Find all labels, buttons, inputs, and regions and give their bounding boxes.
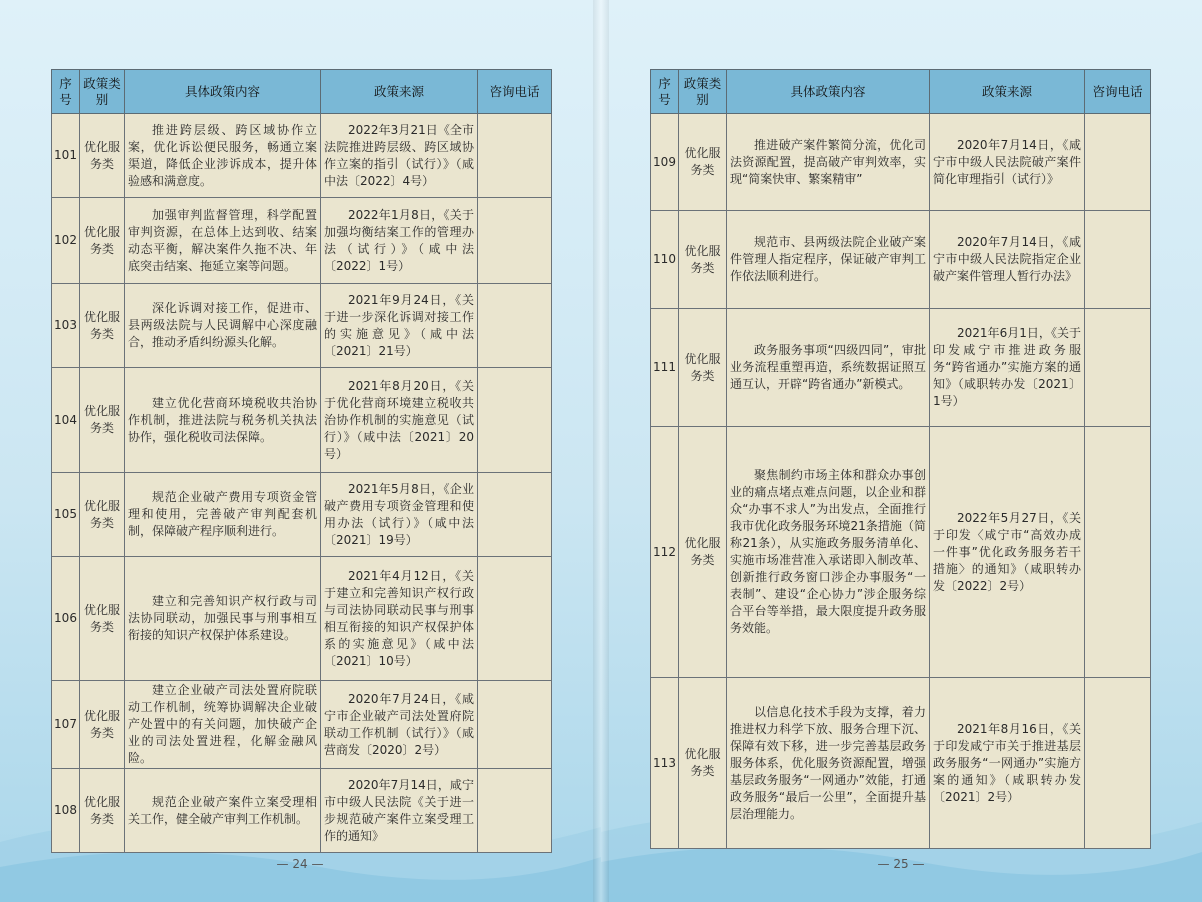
row-phone	[478, 557, 552, 681]
row-content: 加强审判监督管理，科学配置审判资源，在总体上达到收、结案动态平衡，解决案件久拖不决、年底突击结案、拖延立案等问题。	[125, 198, 321, 284]
row-category: 优化服务类	[80, 198, 125, 284]
row-number: 112	[651, 427, 679, 678]
row-number: 113	[651, 678, 679, 849]
row-category: 优化服务类	[80, 681, 125, 769]
table-row	[52, 681, 552, 769]
row-source: 2020年7月24日，《咸宁市企业破产司法处置府院联动工作机制（试行）》（咸营商发〔2020〕2号）	[321, 681, 478, 769]
row-phone	[1085, 211, 1151, 309]
row-source: 2022年1月8日，《关于加强均衡结案工作的管理办法（试行）》（咸中法〔2022〕1号）	[321, 198, 478, 284]
row-content: 深化诉调对接工作，促进市、县两级法院与人民调解中心深度融合，推动矛盾纠纷源头化解。	[125, 284, 321, 368]
row-phone	[478, 198, 552, 284]
row-content: 规范市、县两级法院企业破产案件管理人指定程序，保证破产审判工作依法顺利进行。	[727, 211, 930, 309]
row-source: 2021年6月1日，《关于印发咸宁市推进政务服务“跨省通办”实施方案的通知》（咸职转办发〔2021〕1号）	[930, 309, 1085, 427]
row-source: 2022年5月27日，《关于印发〈咸宁市“高效办成一件事”优化政务服务若干措施〉的通知》（咸职转办发〔2022〕2号）	[930, 427, 1085, 678]
header-source: 政策来源	[930, 70, 1085, 114]
row-number: 108	[52, 769, 80, 853]
row-source: 2020年7月14日，《咸宁市中级人民法院破产案件简化审理指引（试行）》	[930, 114, 1085, 211]
row-phone	[1085, 427, 1151, 678]
row-source: 2020年7月14日，咸宁市中级人民法院《关于进一步规范破产案件立案受理工作的通知》	[321, 769, 478, 853]
row-number: 101	[52, 114, 80, 198]
row-phone	[478, 769, 552, 853]
row-phone	[478, 368, 552, 473]
table-row	[651, 309, 1151, 427]
header-content: 具体政策内容	[125, 70, 321, 114]
book-spine	[593, 0, 609, 902]
row-category: 优化服务类	[80, 114, 125, 198]
table-row	[651, 114, 1151, 211]
table-row	[52, 557, 552, 681]
row-category: 优化服务类	[679, 211, 727, 309]
row-source: 2020年7月14日，《咸宁市中级人民法院指定企业破产案件管理人暂行办法》	[930, 211, 1085, 309]
row-phone	[1085, 678, 1151, 849]
row-content: 规范企业破产费用专项资金管理和使用，完善破产审判配套机制，保障破产程序顺利进行。	[125, 473, 321, 557]
row-number: 106	[52, 557, 80, 681]
table-row	[52, 769, 552, 853]
table-row	[52, 114, 552, 198]
table-header-row	[52, 70, 552, 114]
page-number-left: — 24 —	[276, 857, 324, 871]
row-number: 110	[651, 211, 679, 309]
row-content: 建立企业破产司法处置府院联动工作机制，统筹协调解决企业破产处置中的有关问题，加快破产企业的司法处置进程，化解金融风险。	[125, 681, 321, 769]
row-category: 优化服务类	[80, 473, 125, 557]
row-category: 优化服务类	[679, 678, 727, 849]
row-number: 104	[52, 368, 80, 473]
row-phone	[478, 681, 552, 769]
row-source: 2021年9月24日，《关于进一步深化诉调对接工作的实施意见》（咸中法〔2021〕21号）	[321, 284, 478, 368]
row-phone	[478, 473, 552, 557]
header-content: 具体政策内容	[727, 70, 930, 114]
table-row	[52, 198, 552, 284]
header-phone: 咨询电话	[478, 70, 552, 114]
row-source: 2022年3月21日《全市法院推进跨层级、跨区域协作立案的指引（试行）》（咸中法〔2022〕4号）	[321, 114, 478, 198]
header-phone: 咨询电话	[1085, 70, 1151, 114]
row-category: 优化服务类	[80, 769, 125, 853]
row-content: 聚焦制约市场主体和群众办事创业的痛点堵点难点问题，以企业和群众“办事不求人”为出发点，全面推行我市优化政务服务环境21条措施（简称21条），从实施政务服务清单化、实施市场准营准入承诺即入制改革、创新推行政务窗口涉企办事服务“一表制”、建设“企心协力”涉企服务综合平台等举措，最大限度提升政务服务效能。	[727, 427, 930, 678]
header-source: 政策来源	[321, 70, 478, 114]
policy-table-left	[51, 69, 552, 853]
header-num: 序号	[52, 70, 80, 114]
table-row	[52, 284, 552, 368]
row-content: 以信息化技术手段为支撑，着力推进权力科学下放、服务合理下沉、保障有效下移，进一步完善基层政务服务体系，优化服务资源配置，增强基层政务服务“一网通办”效能，打通政务服务“最后一公里”，全面提升基层治理能力。	[727, 678, 930, 849]
row-category: 优化服务类	[679, 114, 727, 211]
table-row	[52, 473, 552, 557]
row-number: 109	[651, 114, 679, 211]
policy-table-right	[650, 69, 1151, 849]
header-category: 政策类别	[80, 70, 125, 114]
table-row	[651, 427, 1151, 678]
table-header-row	[651, 70, 1151, 114]
row-source: 2021年8月16日，《关于印发咸宁市关于推进基层政务服务“一网通办”实施方案的通知》（咸职转办发〔2021〕2号）	[930, 678, 1085, 849]
row-category: 优化服务类	[80, 557, 125, 681]
row-category: 优化服务类	[80, 368, 125, 473]
row-number: 102	[52, 198, 80, 284]
row-source: 2021年8月20日，《关于优化营商环境建立税收共治协作机制的实施意见（试行）》（咸中法〔2021〕20号）	[321, 368, 478, 473]
row-category: 优化服务类	[679, 427, 727, 678]
row-number: 107	[52, 681, 80, 769]
row-content: 建立优化营商环境税收共治协作机制，推进法院与税务机关执法协作，强化税收司法保障。	[125, 368, 321, 473]
row-number: 111	[651, 309, 679, 427]
row-phone	[1085, 114, 1151, 211]
row-content: 规范企业破产案件立案受理相关工作，健全破产审判工作机制。	[125, 769, 321, 853]
header-num: 序号	[651, 70, 679, 114]
row-content: 推进破产案件繁简分流，优化司法资源配置，提高破产审判效率，实现“简案快审、繁案精审”	[727, 114, 930, 211]
row-content: 政务服务事项“四级四同”，审批业务流程重塑再造，系统数据证照互通互认，开辟“跨省通办”新模式。	[727, 309, 930, 427]
table-row	[52, 368, 552, 473]
row-category: 优化服务类	[80, 284, 125, 368]
row-number: 103	[52, 284, 80, 368]
table-row	[651, 211, 1151, 309]
row-content: 建立和完善知识产权行政与司法协同联动，加强民事与刑事相互衔接的知识产权保护体系建设。	[125, 557, 321, 681]
row-phone	[478, 114, 552, 198]
page-number-right: — 25 —	[877, 857, 925, 871]
row-category: 优化服务类	[679, 309, 727, 427]
row-phone	[478, 284, 552, 368]
table-row	[651, 678, 1151, 849]
row-phone	[1085, 309, 1151, 427]
row-number: 105	[52, 473, 80, 557]
right-page	[601, 0, 1202, 902]
row-source: 2021年5月8日，《企业破产费用专项资金管理和使用办法（试行）》（咸中法〔2021〕19号）	[321, 473, 478, 557]
header-category: 政策类别	[679, 70, 727, 114]
row-content: 推进跨层级、跨区域协作立案，优化诉讼便民服务，畅通立案渠道，降低企业涉诉成本，提升体验感和满意度。	[125, 114, 321, 198]
row-source: 2021年4月12日，《关于建立和完善知识产权行政与司法协同联动民事与刑事相互衔接的知识产权保护体系的实施意见》（咸中法〔2021〕10号）	[321, 557, 478, 681]
